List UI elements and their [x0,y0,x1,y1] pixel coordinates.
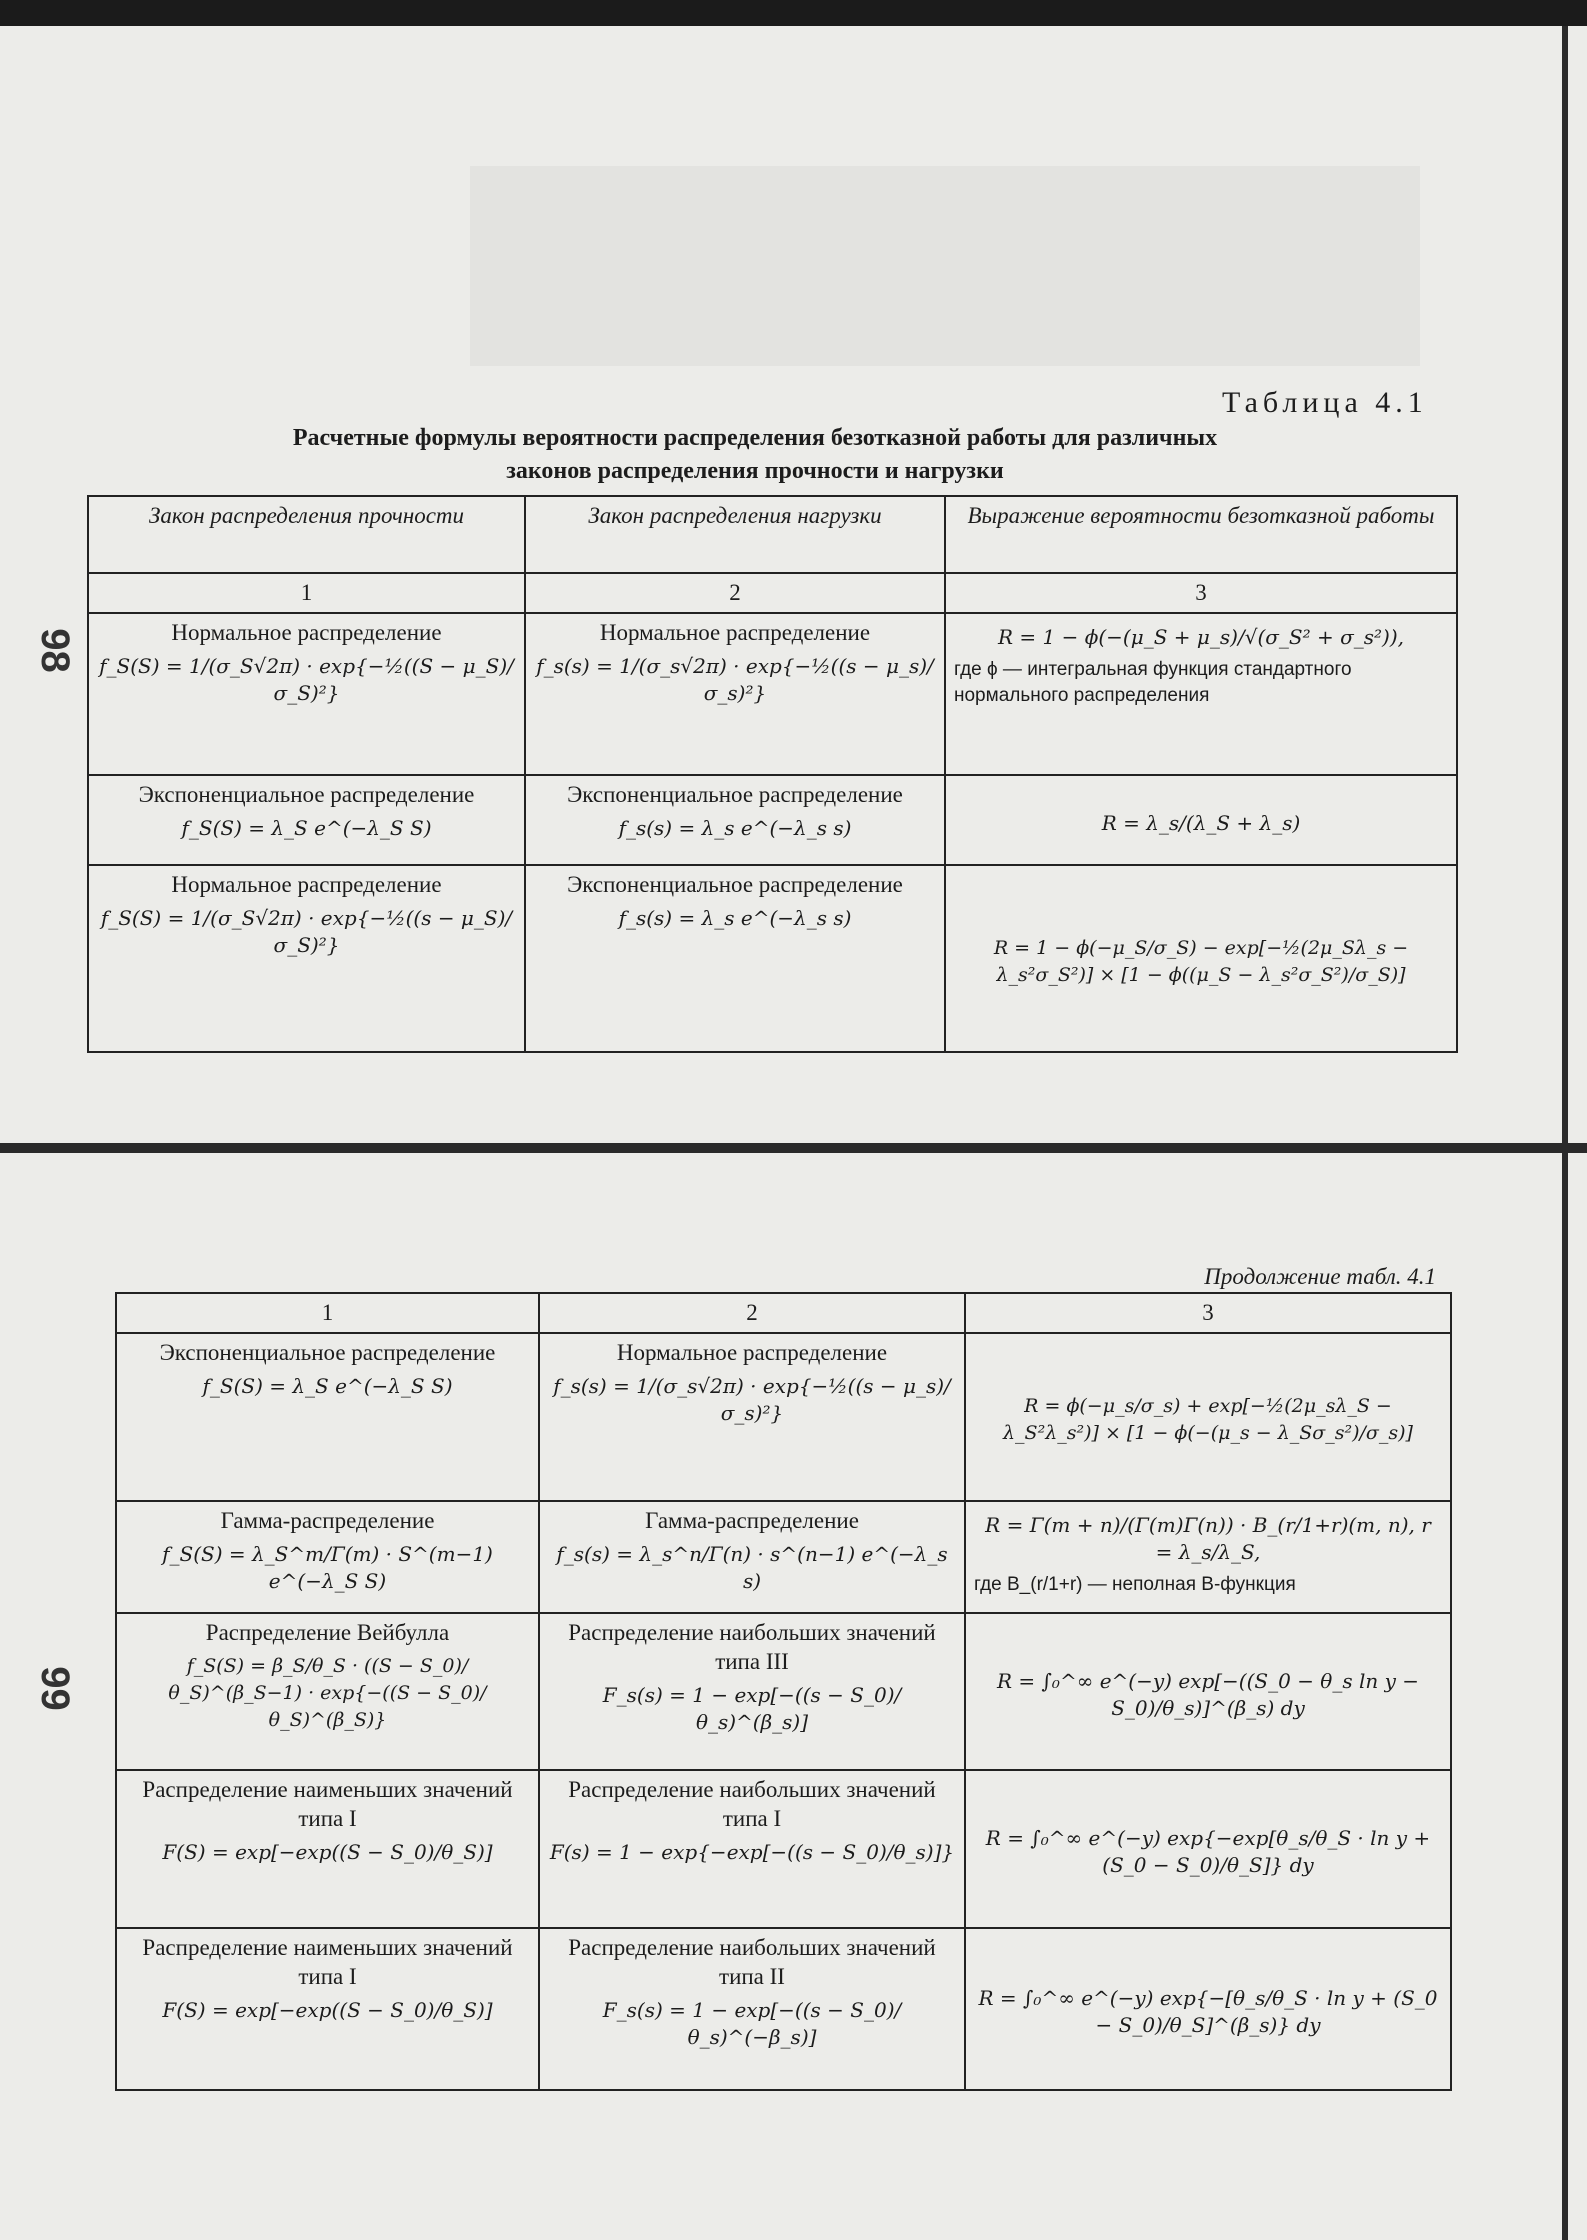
load-formula: f_s(s) = 1/(σ_s√2π) · exp{−½((s − μ_s)/σ_s)²} [553,1374,951,1425]
load-cell [539,1613,965,1770]
strength-formula: f_S(S) = λ_S e^(−λ_S S) [202,1374,453,1398]
table-header-row [88,496,1457,573]
result-cell [945,613,1457,775]
column-number: 2 [525,573,945,613]
column-number-row [116,1293,1451,1333]
strength-law-name: Распределение наименьших значений типа I [142,1935,513,1989]
column-number: 3 [965,1293,1451,1333]
formula-table-continued [115,1292,1452,2091]
table-row [116,1613,1451,1770]
result-cell [965,1333,1451,1501]
reliability-formula: R = 1 − ϕ(−μ_S/σ_S) − exp[−½(2μ_Sλ_s − λ_s²σ_S²)] × [1 − ϕ((μ_S − λ_s²σ_S²)/σ_S)] [993,936,1409,986]
load-cell [539,1333,965,1501]
reliability-formula: R = ∫₀^∞ e^(−y) exp{−[θ_s/θ_S · ln y + (S_0 − S_0)/θ_S]^(β_s)} dy [978,1986,1438,2037]
column-number-row [88,573,1457,613]
scan-top-edge [0,0,1587,26]
page-divider [0,1143,1587,1153]
strength-formula: f_S(S) = 1/(σ_S√2π) · exp{−½((S − μ_S)/σ_S)²} [99,654,514,705]
strength-law-name: Гамма-распределение [220,1508,435,1533]
reliability-formula: R = 1 − ϕ(−(μ_S + μ_s)/√(σ_S² + σ_s²)), [998,625,1404,649]
load-law-name: Распределение наибольших значений типа II [568,1935,936,1989]
strength-cell [116,1333,539,1501]
load-cell [525,775,945,865]
result-cell [965,1770,1451,1928]
load-cell [539,1770,965,1928]
show-through-shadow [470,166,1420,366]
strength-law-name: Экспоненциальное распределение [159,1340,496,1365]
strength-law-name: Распределение Вейбулла [205,1620,450,1645]
strength-formula: f_S(S) = λ_S e^(−λ_S S) [181,816,432,840]
strength-cell [116,1613,539,1770]
strength-formula: f_S(S) = λ_S^m/Γ(m) · S^(m−1) e^(−λ_S S) [162,1542,493,1593]
table-row [88,613,1457,775]
load-formula: F(s) = 1 − exp{−exp[−((s − S_0)/θ_s)]} [549,1840,955,1864]
load-law-name: Нормальное распределение [599,620,871,645]
column-number: 3 [945,573,1457,613]
load-law-name: Нормальное распределение [616,1340,888,1365]
result-cell [945,775,1457,865]
page-98 [0,26,1587,1143]
strength-formula: f_S(S) = 1/(σ_S√2π) · exp{−½((s − μ_S)/σ_S)²} [100,906,513,957]
table-row [88,865,1457,1052]
load-cell [525,613,945,775]
load-formula: f_s(s) = λ_s e^(−λ_s s) [618,816,852,840]
column-header: Закон распределения нагрузки [525,496,945,573]
load-law-name: Экспоненциальное распределение [567,872,903,897]
strength-cell [116,1770,539,1928]
strength-law-name: Распределение наименьших значений типа I [142,1777,513,1831]
result-cell [965,1613,1451,1770]
load-cell [525,865,945,1052]
reliability-formula: R = Γ(m + n)/(Γ(m)Γ(n)) · B_(r/1+r)(m, n), r = λ_s/λ_S, [985,1513,1431,1564]
column-number: 1 [116,1293,539,1333]
page-99 [0,1153,1587,2240]
reliability-formula: R = ∫₀^∞ e^(−y) exp[−((S_0 − θ_s ln y − S_0)/θ_s)]^(β_s) dy [996,1668,1420,1720]
table-row [116,1501,1451,1613]
strength-law-name: Нормальное распределение [171,620,442,645]
page-number: 99 [32,1666,77,1711]
column-number: 1 [88,573,525,613]
result-cell [965,1928,1451,2090]
load-law-name: Экспоненциальное распределение [567,782,903,807]
reliability-formula: R = ∫₀^∞ e^(−y) exp{−exp[θ_s/θ_S · ln y + (S_0 − S_0)/θ_S]} dy [985,1826,1431,1877]
strength-formula: F(S) = exp[−exp((S − S_0)/θ_S)] [162,1840,493,1864]
load-law-name: Гамма-распределение [645,1508,859,1533]
column-number: 2 [539,1293,965,1333]
result-cell [965,1501,1451,1613]
strength-cell [88,775,525,865]
column-header: Закон распределения прочности [88,496,525,573]
load-cell [539,1928,965,2090]
formula-note: где ϕ — интегральная функция стандартного нормального распределения [954,659,1352,706]
table-row [116,1770,1451,1928]
load-law-name: Распределение наибольших значений типа I [568,1777,936,1831]
page-number: 98 [32,628,77,673]
table-row [116,1333,1451,1501]
result-cell [945,865,1457,1052]
table-caption: Таблица 4.1 [1222,386,1428,419]
strength-cell [88,613,525,775]
table-title: Расчетные формулы вероятности распределения безотказной работы для различных законов распределения прочности и нагрузки [292,425,1218,484]
column-header: Выражение вероятности безотказной работы [945,496,1457,573]
load-law-name: Распределение наибольших значений типа III [568,1620,936,1674]
strength-cell [88,865,525,1052]
strength-formula: f_S(S) = β_S/θ_S · ((S − S_0)/θ_S)^(β_S−1) · exp{−((S − S_0)/θ_S)^(β_S)} [168,1655,487,1731]
formula-note: где B_(r/1+r) — неполная B-функция [974,1574,1296,1595]
load-formula: F_s(s) = 1 − exp[−((s − S_0)/θ_s)^(−β_s)] [602,1998,902,2049]
load-formula: f_s(s) = λ_s^n/Γ(n) · s^(n−1) e^(−λ_s s) [556,1542,948,1593]
formula-table [87,495,1458,1053]
table-row [116,1928,1451,2090]
table-continuation-caption: Продолжение табл. 4.1 [1204,1264,1436,1289]
strength-cell [116,1928,539,2090]
strength-formula: F(S) = exp[−exp((S − S_0)/θ_S)] [162,1998,493,2022]
load-formula: f_s(s) = 1/(σ_s√2π) · exp{−½((s − μ_s)/σ_s)²} [536,654,934,705]
strength-cell [116,1501,539,1613]
reliability-formula: R = ϕ(−μ_s/σ_s) + exp[−½(2μ_sλ_S − λ_S²λ_s²)] × [1 − ϕ(−(μ_s − λ_Sσ_s²)/σ_s)] [1003,1395,1413,1444]
load-formula: f_s(s) = λ_s e^(−λ_s s) [618,906,852,930]
strength-law-name: Экспоненциальное распределение [138,782,475,807]
table-row [88,775,1457,865]
load-cell [539,1501,965,1613]
reliability-formula: R = λ_s/(λ_S + λ_s) [1101,810,1301,835]
strength-law-name: Нормальное распределение [171,872,442,897]
load-formula: F_s(s) = 1 − exp[−((s − S_0)/θ_s)^(β_s)] [602,1683,902,1734]
